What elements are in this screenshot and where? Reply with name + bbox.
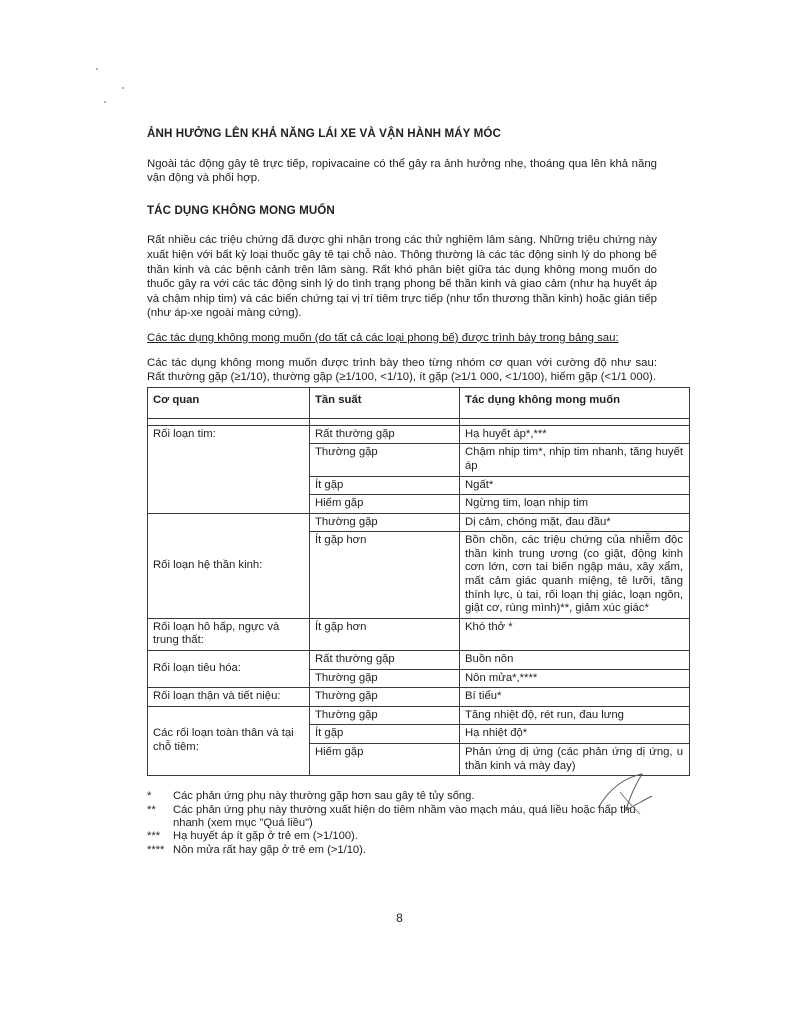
table-row: [148, 513, 690, 532]
frequency-cell: Rất thường gặp: [310, 651, 460, 670]
frequency-cell: Rất thường gặp: [310, 425, 460, 444]
section-title-driving: ẢNH HƯỞNG LÊN KHẢ NĂNG LÁI XE VÀ VẬN HÀNH MÁY MÓC: [147, 127, 501, 140]
organ-cell: Các rối loạn toàn thân và tại chỗ tiêm:: [148, 706, 310, 775]
table-row: [148, 688, 690, 707]
footnote: [147, 790, 657, 803]
effect-cell: Dị cảm, chóng mặt, đau đầu*: [460, 513, 690, 532]
organ-cell: Rối loạn hô hấp, ngực và trung thất:: [148, 618, 310, 650]
footnote-text: Các phản ứng phụ này thường gặp hơn sau gây tê tủy sống.: [173, 790, 475, 803]
effect-cell: Bí tiểu*: [460, 688, 690, 707]
frequency-cell: Thường gặp: [310, 706, 460, 725]
table-row: [148, 651, 690, 670]
effect-cell: Ngất*: [460, 476, 690, 495]
scan-speck: [104, 101, 106, 103]
table-row: [148, 425, 690, 444]
frequency-definition-paragraph: Các tác dụng không mong muốn được trình bày theo từng nhóm cơ quan với cường độ như sau: Rất thường gặp (≥1/10), thường gặp (≥1/100, <1/10), ít gặp (≥1/1 000, <1/100), hiếm gặp (<1/1 000).: [147, 356, 657, 384]
header-frequency: Tần suất: [310, 387, 460, 418]
frequency-cell: Ít gặp: [310, 476, 460, 495]
scan-speck: [96, 68, 98, 70]
footnote-mark: ****: [147, 843, 165, 856]
table-header-row: [148, 387, 690, 418]
adverse-effects-table: [147, 387, 690, 776]
organ-cell: Rối loạn thận và tiết niệu:: [148, 688, 310, 707]
frequency-cell: Thường gặp: [310, 688, 460, 707]
table-row: [148, 706, 690, 725]
effect-cell: Khó thở *: [460, 618, 690, 650]
footnote-mark: **: [147, 803, 156, 816]
frequency-cell: Thường gặp: [310, 669, 460, 688]
frequency-cell: Thường gặp: [310, 444, 460, 476]
organ-cell: Rối loạn tim:: [148, 425, 310, 513]
table-row: [148, 618, 690, 650]
footnote-text: Nôn mửa rất hay gặp ở trẻ em (>1/10).: [173, 843, 366, 856]
effect-cell: Hạ nhiệt độ*: [460, 725, 690, 744]
document-body: [147, 127, 683, 857]
effect-cell: Phản ứng dị ứng (các phản ứng dị ứng, u thần kinh và mày đay): [460, 744, 690, 776]
frequency-cell: Hiếm gặp: [310, 495, 460, 514]
footnote-mark: ***: [147, 830, 161, 843]
footnote-text: Hạ huyết áp ít gặp ở trẻ em (>1/100).: [173, 830, 358, 843]
footnote: [147, 844, 657, 857]
organ-cell: Rối loạn tiêu hóa:: [148, 651, 310, 688]
header-organ: Cơ quan: [148, 387, 310, 418]
effect-cell: Hạ huyết áp*,***: [460, 425, 690, 444]
footnote: [147, 804, 657, 831]
frequency-cell: Ít gặp hơn: [310, 532, 460, 619]
effect-cell: Nôn mửa*,****: [460, 669, 690, 688]
footnote-text: Các phản ứng phụ này thường xuất hiện do tiêm nhầm vào mạch máu, quá liều hoặc hấp thu nhanh (xem mục "Quá liều"): [173, 803, 636, 829]
effect-cell: Chậm nhịp tim*, nhịp tim nhanh, tăng huyết áp: [460, 444, 690, 476]
table-spacer-row: [148, 418, 690, 425]
scan-speck: [122, 87, 124, 89]
effect-cell: Bồn chồn, các triệu chứng của nhiễm độc thần kinh trung ương (co giật, động kinh cơn lớn, cơn tai biến ngập máu, xây xẩm, mất cảm giác quanh miệng, tê lưỡi, tăng thính lực, ù tai, rối loạn thị giác, loạn ngôn, giật cơ, rùng mình)**, giảm xúc giác*: [460, 532, 690, 619]
effect-cell: Ngừng tim, loạn nhịp tim: [460, 495, 690, 514]
driving-paragraph: Ngoài tác động gây tê trực tiếp, ropivacaine có thể gây ra ảnh hưởng nhẹ, thoáng qua lên khả năng vận động và phối hợp.: [147, 157, 657, 185]
frequency-cell: Ít gặp: [310, 725, 460, 744]
effect-cell: Buồn nôn: [460, 651, 690, 670]
section-title-adverse-effects: TÁC DỤNG KHÔNG MONG MUỐN: [147, 203, 335, 217]
adverse-table-intro: Các tác dụng không mong muốn (do tất cả các loại phong bế) được trình bày trong bảng sau:: [147, 331, 619, 344]
effect-cell: Tăng nhiệt độ, rét run, đau lưng: [460, 706, 690, 725]
frequency-cell: Ít gặp hơn: [310, 618, 460, 650]
organ-cell: Rối loạn hệ thần kinh:: [148, 513, 310, 618]
frequency-cell: Thường gặp: [310, 513, 460, 532]
page-number: 8: [396, 911, 403, 925]
handwritten-mark: [590, 770, 660, 820]
footnote: [147, 830, 657, 843]
footnote-mark: *: [147, 790, 152, 803]
footnotes: [147, 790, 657, 857]
header-effect: Tác dụng không mong muốn: [460, 387, 690, 418]
frequency-cell: Hiếm gặp: [310, 744, 460, 776]
adverse-intro-paragraph: Rất nhiều các triệu chứng đã được ghi nhận trong các thử nghiệm lâm sàng. Những triệu chứng này xuất hiện với bất kỳ loại thuốc gây tê tại chỗ nào. Thông thường là các tác động sinh lý do phong bế thần kinh và các bệnh cảnh trên lâm sàng. Rất khó phân biệt giữa tác dụng không mong muốn do thuốc gây ra với các tác động sinh lý do tình trạng phong bế thần kinh và giao cảm (như hạ huyết áp và chậm nhịp tim) và các biến chứng tại vị trí tiêm trực tiếp (như tổn thương thần kinh) hoặc gián tiếp (như áp-xe ngoài màng cứng).: [147, 234, 657, 320]
